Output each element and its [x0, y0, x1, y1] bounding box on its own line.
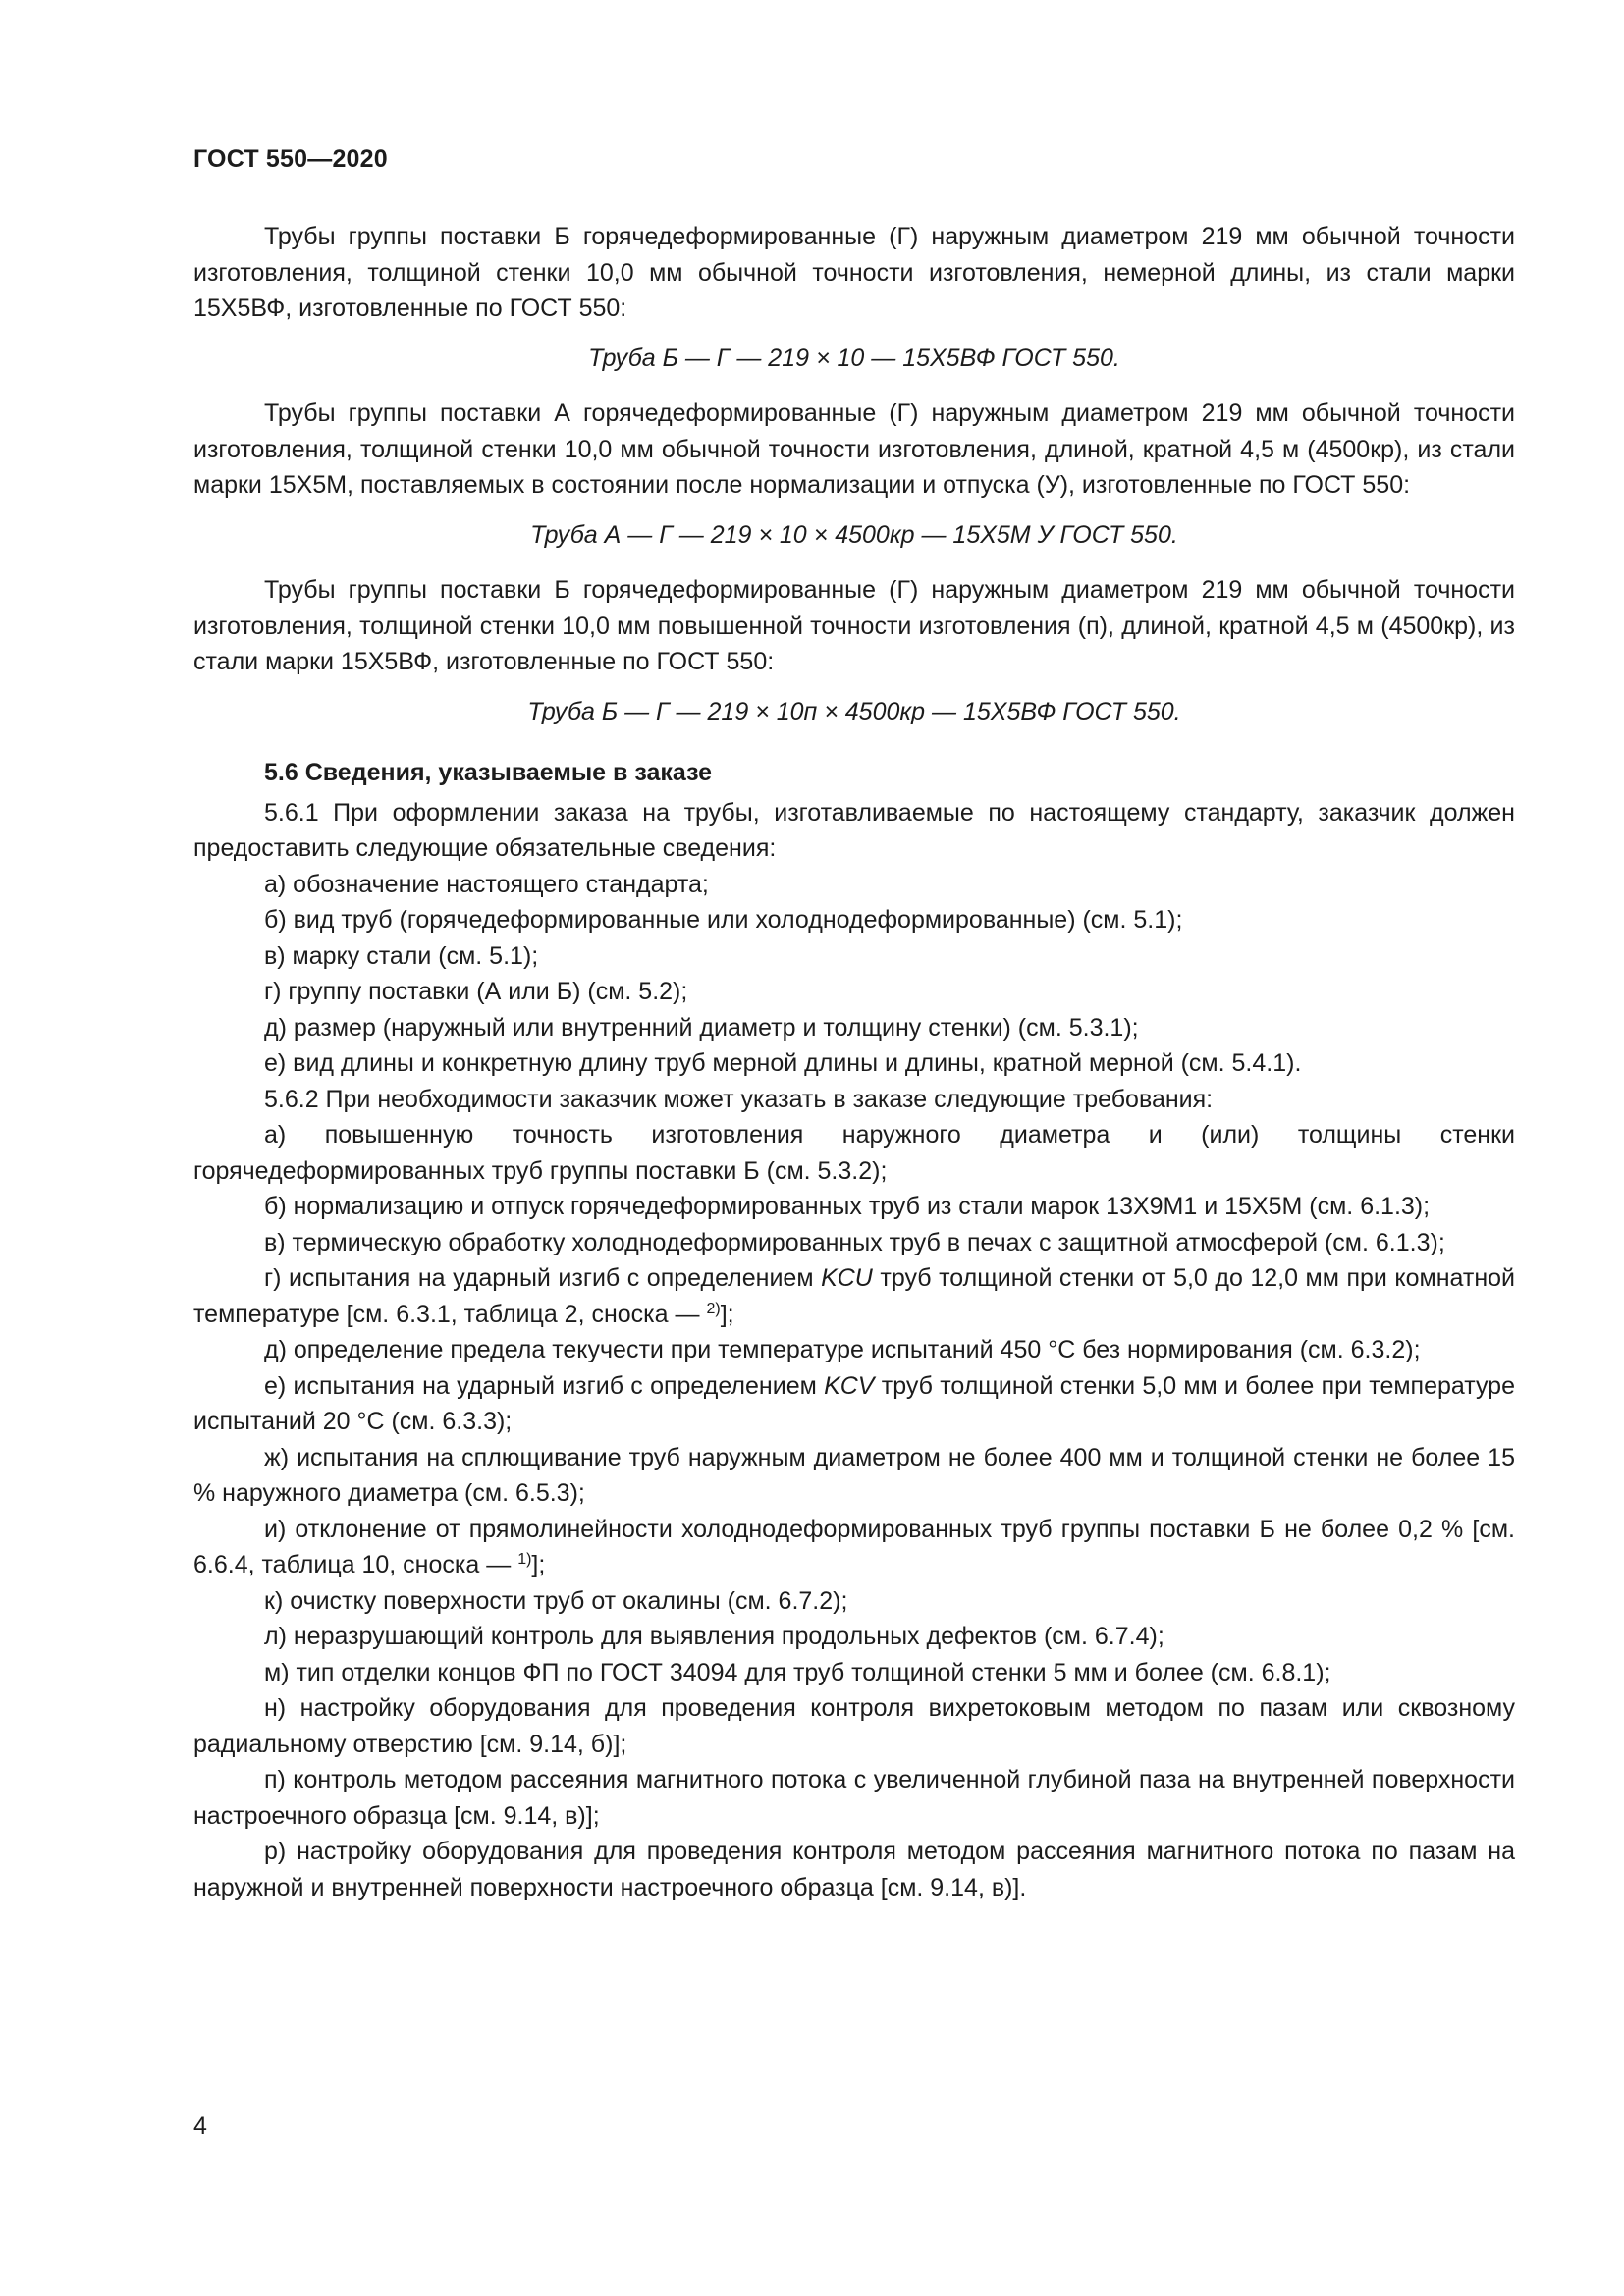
clause-2-item-g — [193, 1260, 1515, 1332]
clause-2-item-k: к) очистку поверхности труб от окалины (см. 6.7.2); — [264, 1586, 848, 1615]
clause-1-item-v: в) марку стали (см. 5.1); — [264, 941, 539, 970]
clause-1-item-a: а) обозначение настоящего стандарта; — [264, 870, 709, 898]
clause-2-item-e — [193, 1368, 1515, 1440]
clause-2-item-m: м) тип отделки концов ФП по ГОСТ 34094 для труб толщиной стенки 5 мм и более (см. 6.8.1); — [264, 1658, 1331, 1686]
example-1-text: Трубы группы поставки Б горячедеформированные (Г) наружным диаметром 219 мм обычной точности изготовления, толщиной стенки 10,0 мм обычной точности изготовления, немерной длины, из стали марки 15Х5ВФ, изготовленные по ГОСТ 550: — [193, 223, 1515, 322]
item-i-post: ]; — [531, 1551, 546, 1578]
example-3-formula: Труба Б — Г — 219 × 10п × 4500кр — 15Х5ВФ ГОСТ 550. — [527, 697, 1181, 725]
section-title: 5.6 Сведения, указываемые в заказе — [264, 759, 713, 786]
clause-2-item-a: а) повышенную точность изготовления наружного диаметра и (или) толщины стенки горячедеформированных труб группы поставки Б (см. 5.3.2); — [193, 1121, 1515, 1185]
footnote-ref-2: 2) — [706, 1300, 721, 1317]
standard-header: ГОСТ 550—2020 — [193, 145, 388, 173]
example-1-formula: Труба Б — Г — 219 × 10 — 15Х5ВФ ГОСТ 550. — [588, 344, 1120, 372]
clause-2-item-i — [193, 1512, 1515, 1583]
clause-1-item-b: б) вид труб (горячедеформированные или холоднодеформированные) (см. 5.1); — [264, 906, 1183, 934]
kcu-term: KCU — [821, 1264, 873, 1292]
footnote-ref-1: 1) — [517, 1551, 532, 1568]
item-g-post: ]; — [720, 1300, 734, 1328]
page-content — [193, 219, 1515, 1905]
item-e-post: труб толщиной стенки 5,0 мм и более при температуре испытаний 20 °С (см. 6.3.3); — [193, 1371, 1515, 1435]
clause-1-item-d: д) размер (наружный или внутренний диаметр и толщину стенки) (см. 5.3.1); — [264, 1013, 1139, 1041]
clause-2-item-l: л) неразрушающий контроль для выявления продольных дефектов (см. 6.7.4); — [264, 1623, 1164, 1650]
clause-2-item-n: н) настройку оборудования для проведения контроля вихретоковым методом по пазам или сквозному радиальному отверстию [см. 9.14, б)]; — [193, 1694, 1515, 1758]
item-g-mid: труб толщиной стенки от 5,0 до 12,0 мм при комнатной температуре [см. 6.3.1, таблица 2, сноска — — [193, 1264, 1515, 1328]
clause-2-item-v: в) термическую обработку холоднодеформированных труб в печах с защитной атмосферой (см. 6.1.3); — [264, 1228, 1445, 1256]
clause-2-item-b: б) нормализацию и отпуск горячедеформированных труб из стали марок 13Х9М1 и 15Х5М (см. 6.1.3); — [264, 1193, 1431, 1220]
clause-1-item-e: е) вид длины и конкретную длину труб мерной длины и длины, кратной мерной (см. 5.4.1). — [264, 1049, 1302, 1077]
clause-2-item-r: р) настройку оборудования для проведения контроля методом рассеяния магнитного потока по пазам на наружной и внутренней поверхности настроечного образца [см. 9.14, в)]. — [193, 1838, 1515, 1901]
clause-2-item-zh: ж) испытания на сплющивание труб наружным диаметром не более 400 мм и толщиной стенки не более 15 % наружного диаметра (см. 6.5.3); — [193, 1443, 1515, 1507]
clause-5-6-1-intro: 5.6.1 При оформлении заказа на трубы, изготавливаемые по настоящему стандарту, заказчик должен предоставить следующие обязательные сведения: — [193, 798, 1515, 862]
example-3-text: Трубы группы поставки Б горячедеформированные (Г) наружным диаметром 219 мм обычной точности изготовления, толщиной стенки 10,0 мм повышенной точности изготовления (п), длиной, кратной 4,5 м (4500кр), из стали марки 15Х5ВФ, изготовленные по ГОСТ 550: — [193, 576, 1515, 675]
clause-2-item-p: п) контроль методом рассеяния магнитного потока с увеличенной глубиной паза на внутренней поверхности настроечного образца [см. 9.14, в)]; — [193, 1766, 1515, 1830]
example-2-text: Трубы группы поставки А горячедеформированные (Г) наружным диаметром 219 мм обычной точности изготовления, толщиной стенки 10,0 мм обычной точности изготовления, длиной, кратной 4,5 м (4500кр), из стали марки 15Х5М, поставляемых в состоянии после нормализации и отпуска (У), изготовленные по ГОСТ 550: — [193, 400, 1515, 499]
kcv-term: KCV — [824, 1371, 875, 1400]
example-2-formula: Труба А — Г — 219 × 10 × 4500кр — 15Х5М У ГОСТ 550. — [530, 520, 1178, 549]
item-e-pre: е) испытания на ударный изгиб с определением — [264, 1371, 825, 1400]
item-g-pre: г) испытания на ударный изгиб с определением — [264, 1264, 822, 1292]
clause-2-item-d: д) определение предела текучести при температуре испытаний 450 °С без нормирования (см. 6.3.2); — [264, 1336, 1421, 1363]
page-number: 4 — [193, 2112, 207, 2140]
clause-1-item-g: г) группу поставки (А или Б) (см. 5.2); — [264, 978, 688, 1005]
item-i-pre: и) отклонение от прямолинейности холоднодеформированных труб группы поставки Б не более 0,2 % [см. 6.6.4, таблица 10, сноска — — [193, 1515, 1515, 1578]
clause-5-6-2-intro: 5.6.2 При необходимости заказчик может указать в заказе следующие требования: — [264, 1085, 1214, 1113]
